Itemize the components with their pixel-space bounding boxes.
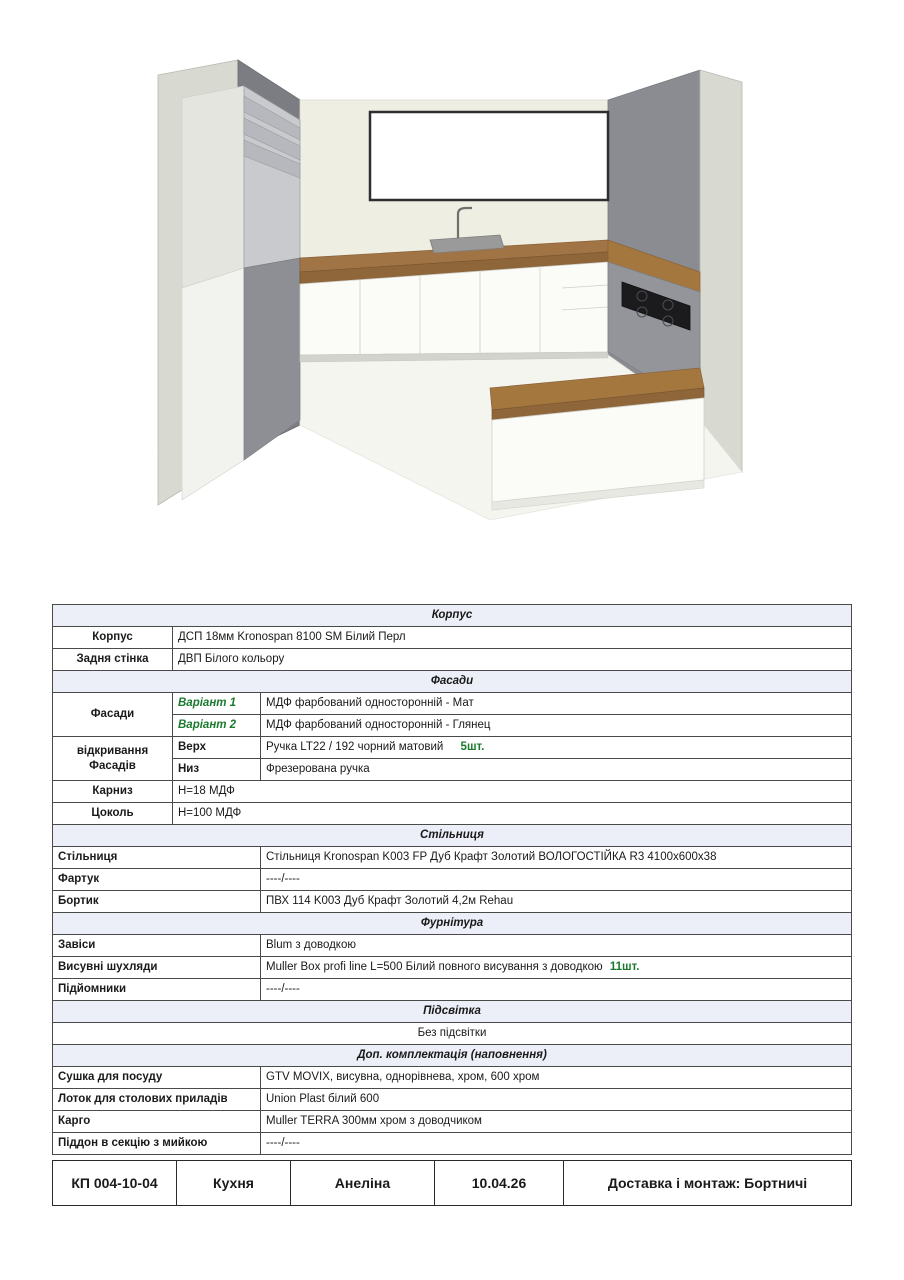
table-row [53, 1111, 852, 1133]
row-value: МДФ фарбований односторонній - Мат [261, 693, 852, 715]
table-row [53, 715, 852, 737]
section-header-fasady [53, 671, 852, 693]
table-row [53, 781, 852, 803]
section-header-pidsvitka [53, 1001, 852, 1023]
row-label: Фартук [53, 869, 261, 891]
row-label: Карниз [53, 781, 173, 803]
row-value: Н=18 МДФ [173, 781, 852, 803]
row-label: Фасади [53, 693, 173, 737]
footer-row [53, 1161, 852, 1206]
row-label: Завіси [53, 935, 261, 957]
row-value: ДВП Білого кольору [173, 649, 852, 671]
row-label: Стільниця [53, 847, 261, 869]
table-row [53, 935, 852, 957]
row-label: Корпус [53, 627, 173, 649]
row-value: ----/---- [261, 979, 852, 1001]
tall-unit-lower-front [244, 258, 300, 460]
table-row [53, 693, 852, 715]
row-sublabel: Варіант 2 [173, 715, 261, 737]
row-value-qty: 11шт. [609, 961, 640, 974]
row-value-text: Ручка LT22 / 192 чорний матовий [266, 741, 444, 754]
row-value-text: Muller Box profi line L=500 Білий повного висування з доводкою [266, 961, 603, 974]
row-value: МДФ фарбований односторонній - Глянец [261, 715, 852, 737]
window [370, 112, 608, 200]
row-value: Blum з доводкою [261, 935, 852, 957]
tall-unit-left-side [182, 86, 244, 288]
table-row [53, 1089, 852, 1111]
table-row [53, 1023, 852, 1045]
render-area [0, 0, 904, 580]
table-row [53, 891, 852, 913]
footer-type: Кухня [177, 1161, 291, 1206]
row-value: Muller TERRA 300мм хром з доводчиком [261, 1111, 852, 1133]
section-title: Корпус [53, 605, 852, 627]
section-title: Фасади [53, 671, 852, 693]
footer-date: 10.04.26 [435, 1161, 564, 1206]
row-value: GTV MOVIX, висувна, однорівнева, хром, 600 хром [261, 1067, 852, 1089]
row-value: ----/---- [261, 869, 852, 891]
row-value-qty: 5шт. [460, 741, 485, 754]
row-value: ПВХ 114 K003 Дуб Крафт Золотий 4,2м Rehau [261, 891, 852, 913]
section-title: Стільниця [53, 825, 852, 847]
footer-client: Анеліна [291, 1161, 435, 1206]
row-label: Бортик [53, 891, 261, 913]
section-title: Підсвітка [53, 1001, 852, 1023]
row-sublabel: Верх [173, 737, 261, 759]
row-label: Лоток для столових приладів [53, 1089, 261, 1111]
section-header-furnitura [53, 913, 852, 935]
section-header-korpus [53, 605, 852, 627]
row-value [261, 737, 852, 759]
section-header-stilnytsia [53, 825, 852, 847]
table-row [53, 979, 852, 1001]
section-title: Фурнітура [53, 913, 852, 935]
footer-code: КП 004-10-04 [53, 1161, 177, 1206]
table-row [53, 627, 852, 649]
specification-table [52, 604, 852, 1155]
row-value: ДСП 18мм Kronospan 8100 SM Білий Перл [173, 627, 852, 649]
row-label: Карго [53, 1111, 261, 1133]
footer-delivery: Доставка і монтаж: Бортничі [564, 1161, 852, 1206]
table-row [53, 649, 852, 671]
row-value: Н=100 МДФ [173, 803, 852, 825]
row-label: Підйомники [53, 979, 261, 1001]
kitchen-3d-render [0, 0, 904, 580]
row-label: Піддон в секцію з мийкою [53, 1133, 261, 1155]
table-row [53, 847, 852, 869]
section-header-dop-komplektatsiia [53, 1045, 852, 1067]
section-note: Без підсвітки [53, 1023, 852, 1045]
row-value: Union Plast білий 600 [261, 1089, 852, 1111]
row-value: Фрезерована ручка [261, 759, 852, 781]
table-row [53, 1133, 852, 1155]
section-title: Доп. комплектація (наповнення) [53, 1045, 852, 1067]
table-row [53, 1067, 852, 1089]
row-value: Стільниця Kronospan K003 FP Дуб Крафт Золотий ВОЛОГОСТІЙКА R3 4100x600x38 [261, 847, 852, 869]
footer-table-wrap [52, 1160, 852, 1206]
wall-right-outer [700, 70, 742, 472]
table-row [53, 869, 852, 891]
row-sublabel: Варіант 1 [173, 693, 261, 715]
row-label: Висувні шухляди [53, 957, 261, 979]
row-label: відкривання Фасадів [53, 737, 173, 781]
row-label: Цоколь [53, 803, 173, 825]
footer-table [52, 1160, 852, 1206]
table-row [53, 957, 852, 979]
row-label: Сушка для посуду [53, 1067, 261, 1089]
specification-table-wrap [52, 604, 852, 1155]
row-label: Задня стінка [53, 649, 173, 671]
table-row [53, 737, 852, 759]
row-sublabel: Низ [173, 759, 261, 781]
table-row [53, 803, 852, 825]
tall-unit-lower-side [182, 268, 244, 500]
row-value: ----/---- [261, 1133, 852, 1155]
table-row [53, 759, 852, 781]
row-value [261, 957, 852, 979]
